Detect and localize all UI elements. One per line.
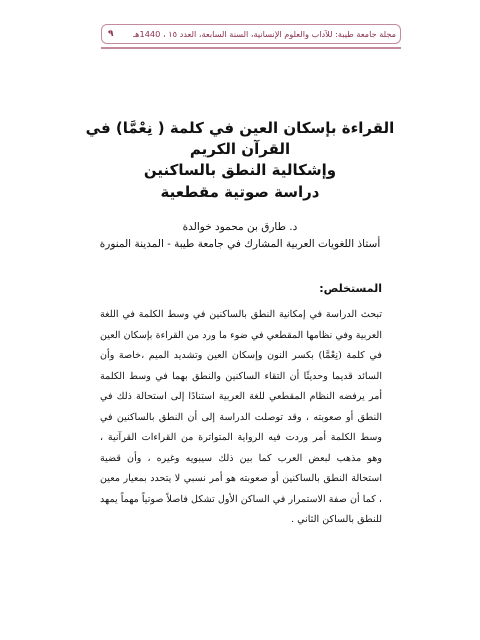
author-affiliation: أستاذ اللغويات العربية المشارك في جامعة طيبة - المدينة المنورة [99,238,381,250]
paper-title-line-4: دراسة صوتية مقطعية [160,183,320,201]
author-name: د. طارق بن محمود خوالدة [182,221,298,233]
abstract-heading: المستخلص: [319,282,382,295]
header-rule [101,47,401,49]
paper-title-line-3: وإشكالية النطق بالساكنين [143,161,337,179]
abstract-body: تبحث الدراسة في إمكانية النطق بالساكنين في وسط الكلمة في اللغة العربية وفي نظامها المقطعي في ضوء ما ورد من القراءة بإسكان العين في كلمة (نِعْمَّا) بكسر النون وإسكان العين وتشديد الميم ،خاصة وأن السائد قديما وحديثًا أن التقاء الساكنين والنطق بهما في وسط الكلمة أمر يرفضه النظام المقطعي للغة العربية استنادًا إلى استحالة ذلك في النطق أو صعوبته ، وقد توصلت الدراسة إلى أن النطق بالساكنين في وسط الكلمة أمر وردت فيه الرواية المتواترة من القراءات القرآنية ، وهو مذهب لبعض العرب كما بين ذلك سيبويه وغيره ، وأن قضية استحالة النطق بالساكنين أو صعوبته هو أمر نسبي لا يتحدد بمعيار معين ، كما أن صفة الاستمرار في الساكن الأول تشكل فاصلاً صوتياً مهماً يمهد للنطق بالساكن الثاني . [100,309,382,525]
paper-title-line-1: القراءة بإسكان العين في كلمة ( نِعْمَّا) في [85,119,395,137]
journal-header [101,24,401,44]
journal-header-text: مجلة جامعة طيبة: للآداب والعلوم الإنسانية، السنة السابعة، العدد ١٥ ، 1440هـ [132,29,396,39]
paper-title-line-2: القرآن الكريم [189,140,291,158]
page-number: ٩ [108,29,114,39]
